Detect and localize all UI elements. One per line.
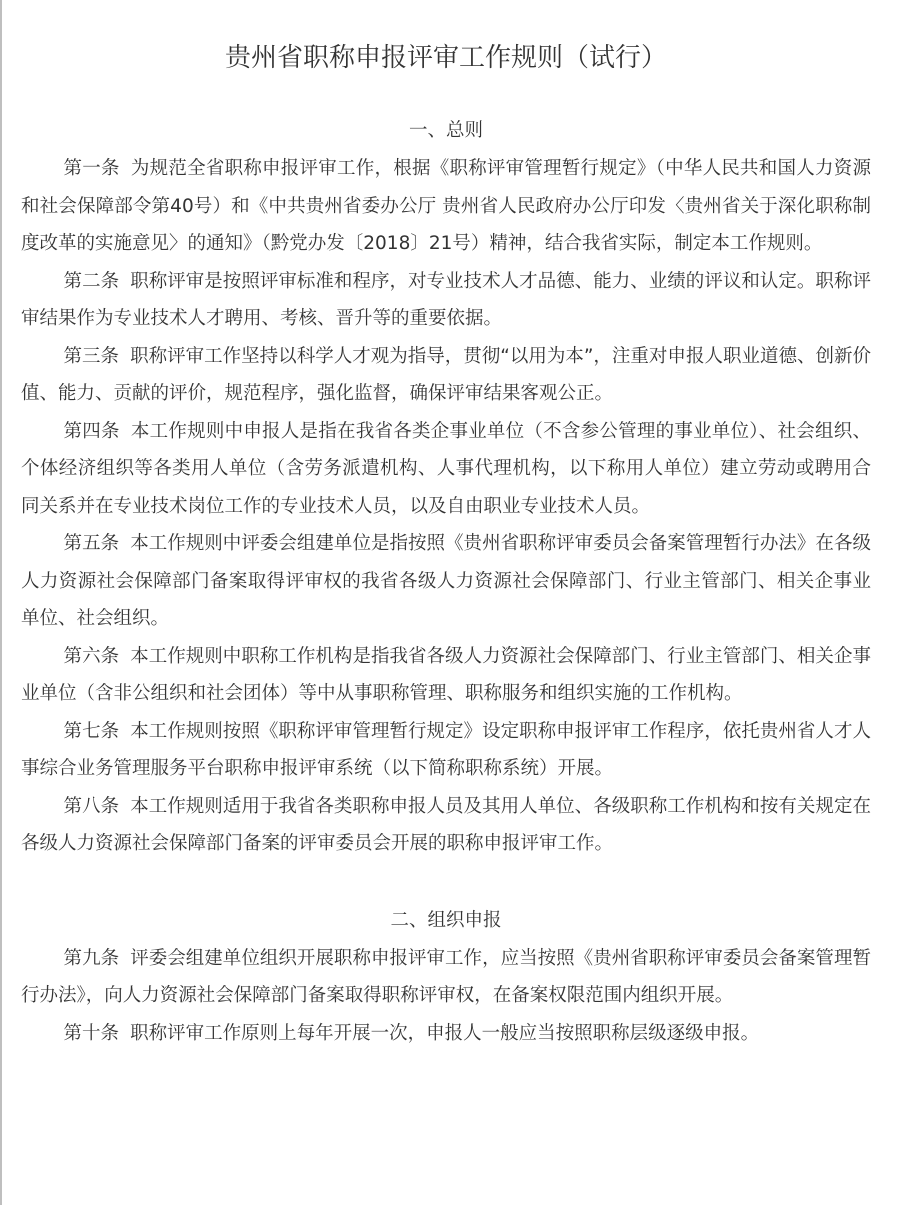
article-text: 本工作规则中评委会组建单位是指按照《贵州省职称评审委员会备案管理暂行办法》在各级人力资源社会保障部门备案取得评审权的我省各级人力资源社会保障部门、行业主管部门、相关企事业单位、社会组织。 (21, 533, 871, 629)
article-text: 本工作规则中职称工作机构是指我省各级人力资源社会保障部门、行业主管部门、相关企事业单位（含非公组织和社会团体）等中从事职称管理、职称服务和组织实施的工作机构。 (21, 645, 871, 704)
article-text: 本工作规则按照《职称评审管理暂行规定》设定职称申报评审工作程序，依托贵州省人才人事综合业务管理服务平台职称申报评审系统（以下简称职称系统）开展。 (21, 720, 871, 779)
article-number: 第四条 (63, 420, 120, 442)
article-text: 本工作规则适用于我省各类职称申报人员及其用人单位、各级职称工作机构和按有关规定在各级人力资源社会保障部门备案的评审委员会开展的职称申报评审工作。 (21, 795, 871, 854)
document-title: 贵州省职称申报评审工作规则（试行） (224, 43, 667, 73)
article-number: 第七条 (63, 720, 120, 742)
article-3 (21, 338, 871, 413)
article-7 (21, 713, 871, 788)
article-number: 第九条 (63, 947, 120, 969)
article-number: 第二条 (63, 270, 120, 292)
article-2 (21, 263, 871, 338)
section-heading-organize-application: 二、组织申报 (390, 909, 502, 931)
article-number: 第五条 (63, 533, 120, 554)
article-number: 第八条 (63, 795, 120, 817)
article-number: 第十条 (63, 1022, 120, 1044)
section-heading-general: 一、总则 (408, 120, 483, 141)
article-text: 本工作规则中申报人是指在我省各类企事业单位（不含参公管理的事业单位）、社会组织、个体经济组织等各类用人单位（含劳务派遣机构、人事代理机构，以下称用人单位）建立劳动或聘用合同关系并在专业技术岗位工作的专业技术人员，以及自由职业专业技术人员。 (21, 420, 871, 517)
article-5 (21, 525, 871, 638)
article-10 (21, 1015, 871, 1053)
article-text: 职称评审是按照评审标准和程序，对专业技术人才品德、能力、业绩的评议和认定。职称评审结果作为专业技术人才聘用、考核、晋升等的重要依据。 (21, 270, 871, 329)
article-1 (21, 150, 871, 263)
article-text: 职称评审工作原则上每年开展一次，申报人一般应当按照职称层级逐级申报。 (130, 1022, 760, 1044)
left-border (0, 0, 2, 1205)
article-text: 评委会组建单位组织开展职称申报评审工作，应当按照《贵州省职称评审委员会备案管理暂行办法》，向人力资源社会保障部门备案取得职称评审权，在备案权限范围内组织开展。 (21, 947, 871, 1006)
article-6 (21, 638, 871, 713)
article-text: 为规范全省职称申报评审工作，根据《职称评审管理暂行规定》（中华人民共和国人力资源和社会保障部令第40号）和《中共贵州省委办公厅 贵州省人民政府办公厅印发〈贵州省关于深化职称制度改革的实施意见〉的通知》（黔党办发〔2018〕21号）精神，结合我省实际，制定本工作规则。 (21, 158, 871, 254)
article-number: 第三条 (63, 345, 120, 367)
article-number: 第一条 (63, 158, 120, 179)
document-body (21, 30, 871, 1052)
article-text: 职称评审工作坚持以科学人才观为指导，贯彻“以用为本”，注重对申报人职业道德、创新价值、能力、贡献的评价，规范程序，强化监督，确保评审结果客观公正。 (21, 345, 871, 404)
article-number: 第六条 (63, 645, 120, 667)
article-8 (21, 788, 871, 863)
article-9 (21, 940, 871, 1015)
article-4 (21, 413, 871, 526)
